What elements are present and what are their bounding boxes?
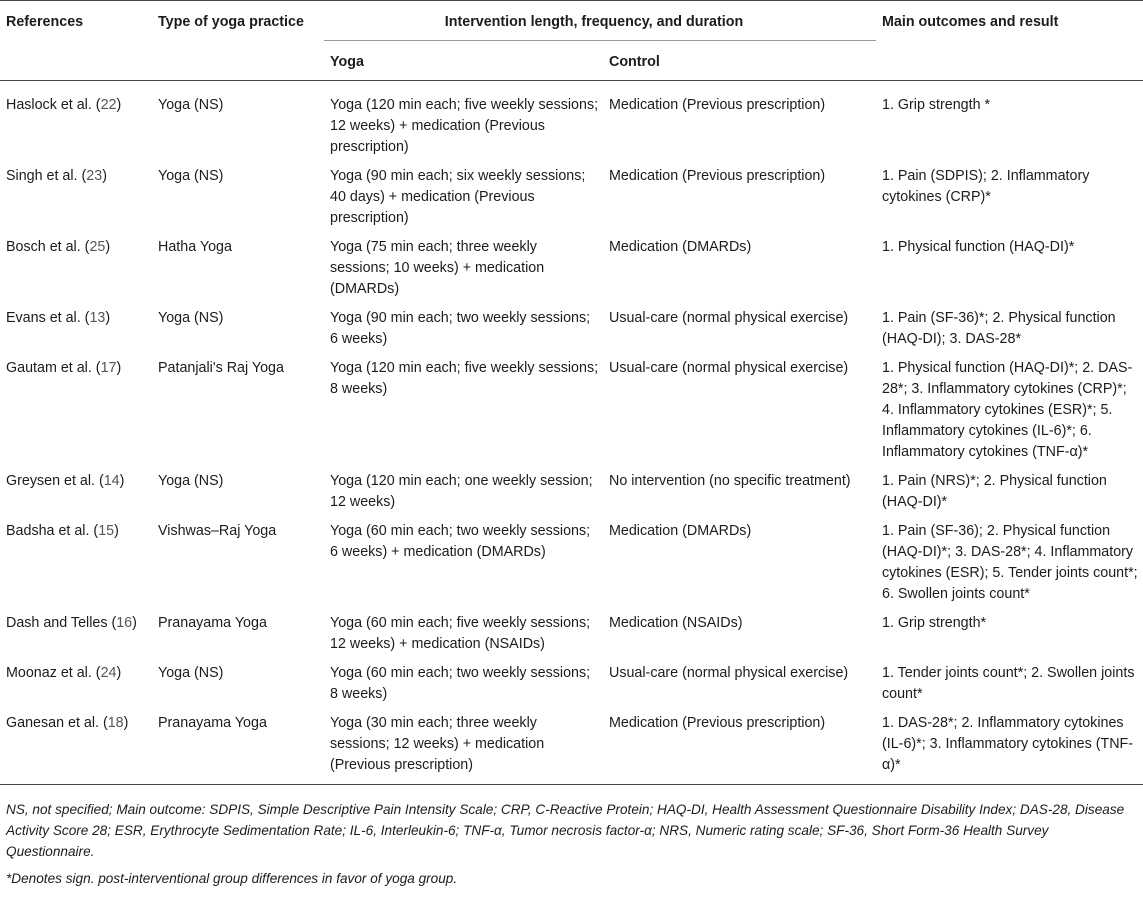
cell-yoga: Yoga (90 min each; two weekly sessions; 6 weeks) (330, 310, 591, 347)
reference-citation-link[interactable]: 24 (100, 665, 117, 681)
reference-citation-link[interactable]: 17 (100, 360, 117, 376)
reference-author: Greysen et al. ( (6, 473, 104, 489)
cell-outcome: 1. Pain (SF-36); 2. Physical function (HAQ-DI)*; 3. DAS-28*; 4. Inflammatory cytokines (ESR); 5. Tender joints count*; 6. Swollen joints count* (882, 523, 1138, 602)
cell-outcome: 1. DAS-28*; 2. Inflammatory cytokines (IL-6)*; 3. Inflammatory cytokines (TNF-α)* (876, 705, 1143, 785)
table-footnote: NS, not specified; Main outcome: SDPIS, Simple Descriptive Pain Intensity Scale; CRP, C-Reactive Protein; HAQ-DI, Health Assessment Questionnaire Disability Index; DAS-28, Disease Activity Score 28; ESR, Erythrocyte Sedimentation Rate; IL-6, Interleukin-6; TNF-α, Tumor necrosis factor-α; NRS, Numeric rating scale; SF-36, Short Form-36 Health Survey Questionnaire. (6, 802, 1125, 859)
cell-control: Medication (NSAIDs) (609, 615, 743, 631)
cell-type: Pranayama Yoga (158, 615, 267, 631)
reference-close-paren: ) (116, 360, 122, 376)
table-row (0, 605, 1143, 655)
cell-type: Yoga (NS) (158, 473, 224, 489)
reference-close-paren: ) (105, 239, 111, 255)
reference-citation-link[interactable]: 15 (98, 523, 115, 539)
cell-type: Hatha Yoga (158, 239, 232, 255)
cell-type: Vishwas–Raj Yoga (158, 523, 277, 539)
reference-close-paren: ) (105, 310, 111, 326)
cell-outcome: 1. Pain (SF-36)*; 2. Physical function (HAQ-DI); 3. DAS-28* (882, 310, 1116, 347)
cell-reference (0, 605, 152, 655)
reference-close-paren: ) (102, 168, 107, 184)
cell-control: No intervention (no specific treatment) (609, 473, 851, 489)
cell-type: Yoga (NS) (158, 97, 224, 113)
cell-outcome: 1. Grip strength * (882, 97, 991, 113)
reference-author: Moonaz et al. ( (6, 665, 101, 681)
cell-yoga: Yoga (120 min each; five weekly sessions; 8 weeks) (330, 360, 599, 397)
table-row (0, 300, 1143, 350)
cell-control: Usual-care (normal physical exercise) (609, 310, 849, 326)
reference-close-paren: ) (123, 715, 129, 731)
reference-author: Haslock et al. ( (6, 97, 101, 113)
cell-yoga: Yoga (60 min each; two weekly sessions; 8 weeks) (330, 665, 591, 702)
cell-control: Medication (DMARDs) (609, 523, 752, 539)
cell-outcome: 1. Tender joints count*; 2. Swollen joints count* (882, 665, 1135, 702)
cell-yoga: Yoga (120 min each; five weekly sessions; 12 weeks) + medication (Previous prescription) (330, 97, 599, 155)
cell-reference (0, 229, 152, 300)
reference-author: Singh et al. ( (6, 168, 87, 184)
table-body (0, 81, 1143, 785)
cell-reference (0, 705, 152, 785)
reference-close-paren: ) (116, 665, 122, 681)
table-row (0, 81, 1143, 159)
reference-author: Ganesan et al. ( (6, 715, 108, 731)
table-row (0, 705, 1143, 785)
reference-citation-link[interactable]: 23 (86, 168, 103, 184)
table-row (0, 229, 1143, 300)
cell-type: Yoga (NS) (158, 665, 224, 681)
table-row (0, 513, 1143, 605)
header-row-1 (0, 1, 1143, 41)
reference-close-paren: ) (119, 473, 125, 489)
table-row (0, 158, 1143, 229)
cell-yoga: Yoga (60 min each; five weekly sessions; 12 weeks) + medication (NSAIDs) (330, 615, 591, 652)
cell-control: Medication (Previous prescription) (603, 705, 876, 785)
cell-outcome: 1. Physical function (HAQ-DI)*; 2. DAS-28*; 3. Inflammatory cytokines (CRP)*; 4. Inflammatory cytokines (ESR)*; 5. Inflammatory cytokines (IL-6)*; 6. Inflammatory cytokines (TNF-α)* (882, 360, 1133, 460)
cell-reference (0, 350, 152, 463)
cell-type: Patanjali's Raj Yoga (158, 360, 284, 376)
table-row (0, 350, 1143, 463)
col-header-type: Type of yoga practice (152, 1, 324, 81)
cell-yoga: Yoga (75 min each; three weekly sessions; 10 weeks) + medication (DMARDs) (330, 239, 545, 297)
cell-yoga: Yoga (90 min each; six weekly sessions; 40 days) + medication (Previous prescription) (330, 168, 586, 226)
reference-citation-link[interactable]: 22 (100, 97, 117, 113)
cell-outcome: 1. Physical function (HAQ-DI)* (882, 239, 1075, 255)
reference-author: Evans et al. ( (6, 310, 90, 326)
reference-close-paren: ) (114, 523, 119, 539)
cell-outcome: 1. Grip strength* (882, 615, 987, 631)
reference-author: Badsha et al. ( (6, 523, 99, 539)
cell-reference (0, 300, 152, 350)
cell-reference (0, 655, 152, 705)
cell-control: Medication (DMARDs) (609, 239, 752, 255)
reference-citation-link[interactable]: 16 (116, 615, 133, 631)
col-header-control: Control (609, 54, 660, 70)
col-header-yoga: Yoga (330, 54, 364, 70)
cell-outcome: 1. Pain (NRS)*; 2. Physical function (HAQ-DI)* (882, 473, 1107, 510)
table-row (0, 655, 1143, 705)
cell-reference (0, 513, 152, 605)
cell-control: Usual-care (normal physical exercise) (609, 360, 849, 376)
cell-type: Yoga (NS) (158, 310, 224, 326)
cell-yoga: Yoga (30 min each; three weekly sessions; 12 weeks) + medication (Previous prescription) (324, 705, 603, 785)
cell-control: Medication (Previous prescription) (609, 168, 826, 184)
table-row (0, 463, 1143, 513)
cell-reference (0, 463, 152, 513)
table-footnote-significance: *Denotes sign. post-interventional group differences in favor of yoga group. (6, 871, 458, 886)
cell-type: Pranayama Yoga (152, 705, 324, 785)
reference-citation-link[interactable]: 13 (89, 310, 106, 326)
reference-citation-link[interactable]: 25 (89, 239, 106, 255)
cell-reference (0, 81, 152, 159)
cell-type: Yoga (NS) (158, 168, 224, 184)
cell-yoga: Yoga (60 min each; two weekly sessions; 6 weeks) + medication (DMARDs) (330, 523, 591, 560)
col-header-references: References (0, 1, 152, 81)
reference-citation-link[interactable]: 18 (107, 715, 124, 731)
reference-citation-link[interactable]: 14 (103, 473, 120, 489)
cell-outcome: 1. Pain (SDPIS); 2. Inflammatory cytokines (CRP)* (882, 168, 1090, 205)
reference-close-paren: ) (116, 97, 122, 113)
col-header-outcomes: Main outcomes and result (876, 1, 1143, 81)
reference-author: Bosch et al. ( (6, 239, 90, 255)
cell-yoga: Yoga (120 min each; one weekly session; 12 weeks) (330, 473, 593, 510)
reference-author: Dash and Telles ( (6, 615, 117, 631)
col-header-intervention: Intervention length, frequency, and duration (324, 1, 876, 41)
reference-close-paren: ) (132, 615, 137, 631)
reference-author: Gautam et al. ( (6, 360, 101, 376)
cell-reference (0, 158, 152, 229)
cell-control: Usual-care (normal physical exercise) (609, 665, 849, 681)
cell-control: Medication (Previous prescription) (609, 97, 826, 113)
